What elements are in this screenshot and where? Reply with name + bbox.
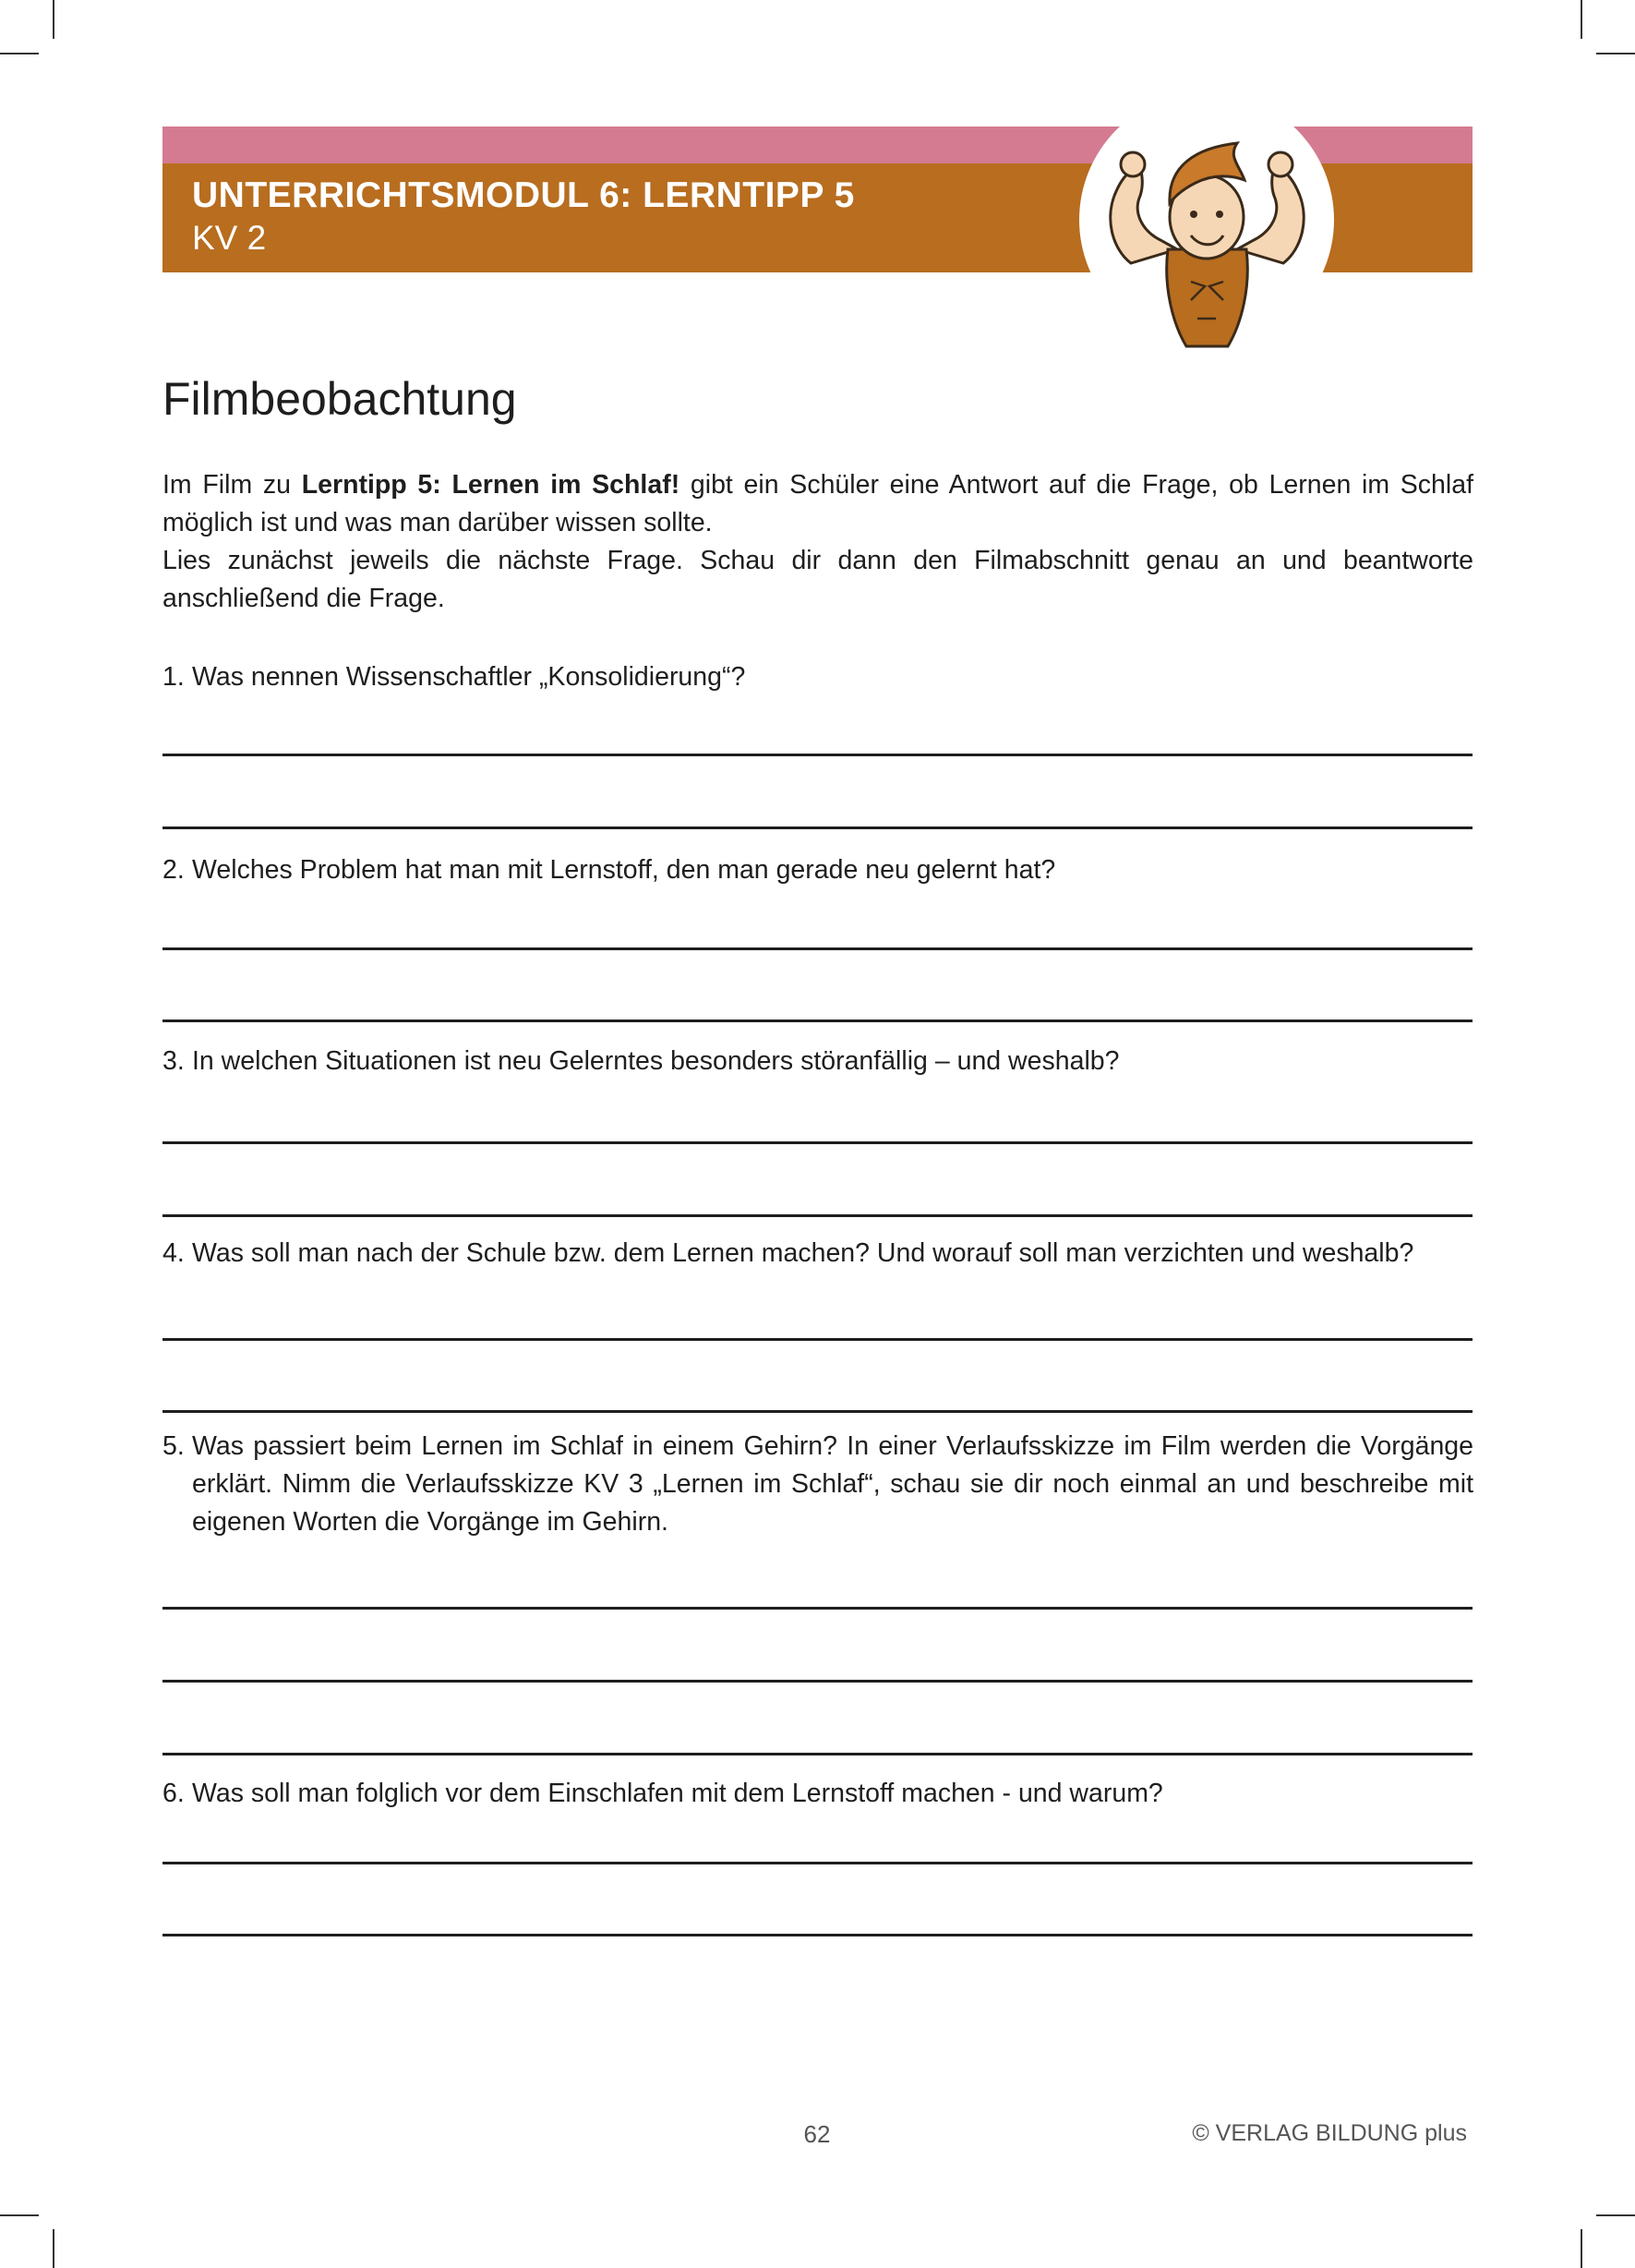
crop-mark	[53, 2229, 54, 2268]
question-1	[162, 658, 1473, 696]
module-subtitle: KV 2	[192, 219, 267, 257]
question-text: Was soll man nach der Schule bzw. dem Lernen machen? Und worauf soll man verzichten und weshalb?	[192, 1238, 1414, 1268]
page-number: 62	[803, 2120, 831, 2148]
answer-line[interactable]	[162, 1019, 1473, 1022]
intro-bold-title: Lerntipp 5: Lernen im Schlaf!	[301, 470, 680, 500]
crop-mark	[1581, 2229, 1582, 2268]
intro-instruction: Lies zunächst jeweils die nächste Frage. Schau dir dann den Filmabschnitt genau an und beantworte anschließend die Frage.	[162, 546, 1473, 613]
intro-text-end: gibt ein Schüler eine Antwort auf die Frage, ob Lernen im Schlaf möglich ist und was man darüber wissen sollte.	[162, 470, 1474, 537]
answer-line[interactable]	[162, 1141, 1473, 1144]
crop-mark	[1581, 0, 1582, 39]
question-5	[162, 1428, 1473, 1541]
intro-text-start: Im Film zu	[162, 470, 302, 500]
answer-line[interactable]	[162, 1214, 1473, 1217]
question-number: 1.	[162, 662, 185, 692]
page-title: Filmbeobachtung	[162, 373, 517, 425]
strongman-mascot-icon	[1076, 111, 1339, 360]
answer-line[interactable]	[162, 754, 1473, 756]
question-2	[162, 851, 1473, 889]
crop-mark	[1596, 2214, 1635, 2216]
question-number: 6.	[162, 1779, 185, 1808]
answer-line[interactable]	[162, 1410, 1473, 1413]
module-title: UNTERRICHTSMODUL 6: LERNTIPP 5	[192, 175, 855, 215]
answer-line[interactable]	[162, 1934, 1473, 1936]
question-text: In welchen Situationen ist neu Gelerntes besonders störanfällig – und weshalb?	[192, 1046, 1120, 1076]
crop-mark	[0, 53, 39, 54]
crop-mark	[0, 2214, 39, 2216]
answer-line[interactable]	[162, 1862, 1473, 1864]
question-6	[162, 1775, 1473, 1813]
answer-line[interactable]	[162, 1680, 1473, 1683]
question-number: 4.	[162, 1238, 185, 1268]
question-text: Was nennen Wissenschaftler „Konsolidierung“?	[192, 662, 746, 692]
answer-line[interactable]	[162, 1753, 1473, 1755]
crop-mark	[53, 0, 54, 39]
question-number: 3.	[162, 1046, 185, 1076]
answer-line[interactable]	[162, 1338, 1473, 1341]
answer-line[interactable]	[162, 826, 1473, 829]
question-number: 2.	[162, 855, 185, 885]
copyright: © VERLAG BILDUNG plus	[1192, 2120, 1467, 2146]
crop-mark	[1596, 53, 1635, 54]
question-number: 5.	[162, 1431, 185, 1461]
question-text: Was passiert beim Lernen im Schlaf in einem Gehirn? In einer Verlaufsskizze im Film werden die Vorgänge erklärt. Nimm die Verlaufsskizze KV 3 „Lernen im Schlaf“, schau sie dir noch einmal an und beschreibe mit eigenen Worten die Vorgänge im Gehirn.	[192, 1431, 1473, 1537]
intro-text	[162, 466, 1473, 618]
question-4	[162, 1235, 1473, 1273]
question-3	[162, 1043, 1473, 1080]
answer-line[interactable]	[162, 947, 1473, 950]
answer-line[interactable]	[162, 1607, 1473, 1610]
question-text: Welches Problem hat man mit Lernstoff, den man gerade neu gelernt hat?	[192, 855, 1056, 885]
question-text: Was soll man folglich vor dem Einschlafen mit dem Lernstoff machen - und warum?	[192, 1779, 1163, 1808]
